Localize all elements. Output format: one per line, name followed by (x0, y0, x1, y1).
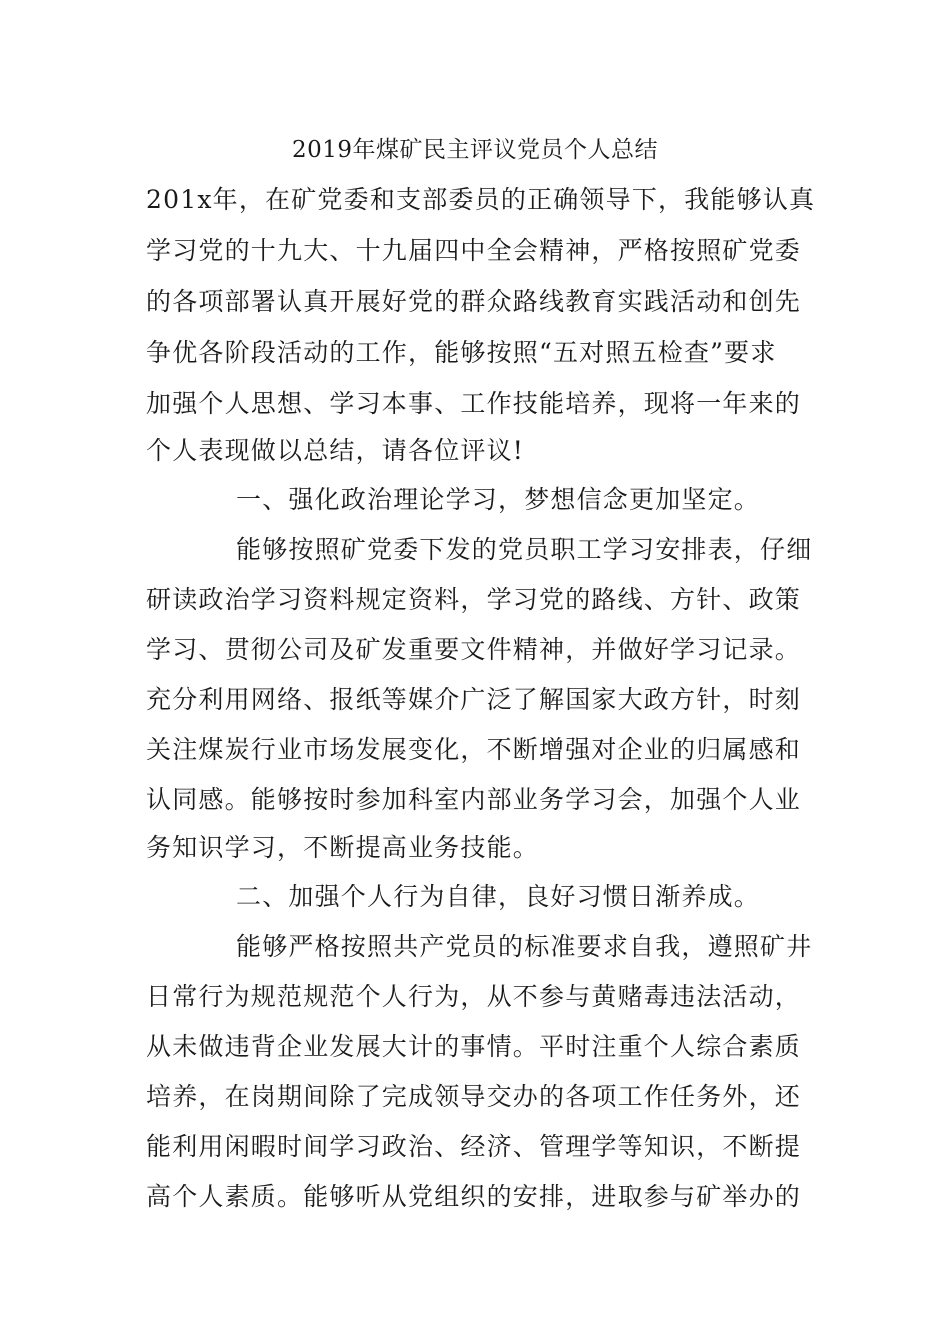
body-line: 研读政治学习资料规定资料，学习党的路线、方针、政策 (146, 585, 802, 614)
body-line: 充分利用网络、报纸等媒介广泛了解国家大政方针，时刻 (146, 685, 802, 714)
body-line: 日常行为规范规范个人行为，从不参与黄赌毒违法活动， (146, 982, 802, 1011)
body-line: 能利用闲暇时间学习政治、经济、管理学等知识，不断提 (146, 1132, 802, 1161)
document-title: 2019年煤矿民主评议党员个人总结 (291, 137, 659, 163)
body-line: 201x年，在矿党委和支部委员的正确领导下，我能够认真 (146, 185, 816, 214)
body-line: 认同感。能够按时参加科室内部业务学习会，加强个人业 (146, 785, 802, 814)
body-line: 从未做违背企业发展大计的事情。平时注重个人综合素质 (146, 1032, 802, 1061)
body-line: 能够按照矿党委下发的党员职工学习安排表，仔细 (236, 535, 813, 564)
body-line: 能够严格按照共产党员的标准要求自我，遵照矿井 (236, 932, 813, 961)
body-line: 加强个人思想、学习本事、工作技能培养，现将一年来的 (146, 389, 802, 418)
body-line: 争优各阶段活动的工作，能够按照“五对照五检查”要求 (146, 338, 777, 367)
body-line: 的各项部署认真开展好党的群众路线教育实践活动和创先 (146, 287, 802, 316)
section-heading: 二、加强个人行为自律，良好习惯日渐养成。 (236, 882, 761, 911)
body-line: 高个人素质。能够听从党组织的安排，进取参与矿举办的 (146, 1182, 802, 1211)
body-line: 学习党的十九大、十九届四中全会精神，严格按照矿党委 (146, 236, 802, 265)
body-line: 务知识学习，不断提高业务技能。 (146, 833, 540, 862)
section-heading: 一、强化政治理论学习，梦想信念更加坚定。 (236, 485, 761, 514)
body-line: 培养，在岗期间除了完成领导交办的各项工作任务外，还 (146, 1082, 802, 1111)
body-line: 个人表现做以总结，请各位评议! (146, 436, 525, 465)
body-line: 关注煤炭行业市场发展变化，不断增强对企业的归属感和 (146, 735, 802, 764)
body-line: 学习、贯彻公司及矿发重要文件精神，并做好学习记录。 (146, 635, 802, 664)
